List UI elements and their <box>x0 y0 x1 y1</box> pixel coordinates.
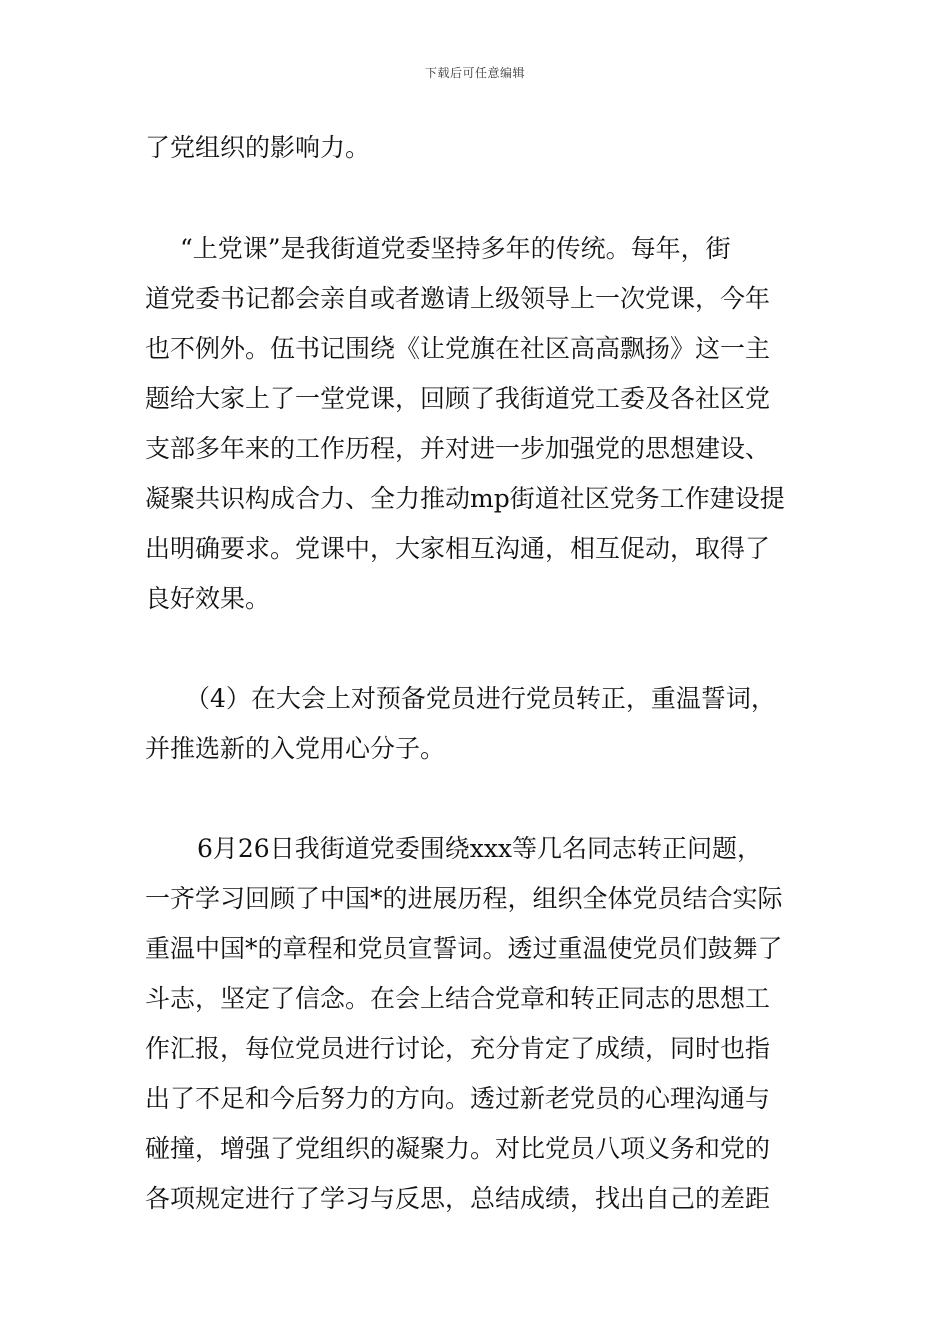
text-line: 题给大家上了一堂党课，回顾了我街道党工委及各社区党 <box>145 384 771 413</box>
text-line: 一齐学习回顾了中国*的进展历程，组织全体党员结合实际 <box>145 884 783 913</box>
text-line: 支部多年来的工作历程，并对进一步加强党的思想建设、 <box>145 434 771 463</box>
text-line: 了党组织的影响力。 <box>145 133 371 162</box>
text-line: “上党课”是我街道党委坚持多年的传统。每年，街 <box>180 234 731 263</box>
text-line: 出了不足和今后努力的方向。透过新老党员的心理沟通与 <box>145 1084 771 1113</box>
text-line: 作汇报，每位党员进行讨论，充分肯定了成绩，同时也指 <box>145 1034 771 1063</box>
text-line: 6月26日我街道党委围绕xxx等几名同志转正问题， <box>197 834 763 863</box>
text-line: 斗志，坚定了信念。在会上结合党章和转正同志的思想工 <box>145 984 771 1013</box>
text-line: 各项规定进行了学习与反思，总结成绩，找出自己的差距 <box>145 1184 771 1213</box>
text-line: 也不例外。伍书记围绕《让党旗在社区高高飘扬》这一主 <box>145 334 771 363</box>
text-line: 碰撞，增强了党组织的凝聚力。对比党员八项义务和党的 <box>145 1134 771 1163</box>
text-line: 道党委书记都会亲自或者邀请上级领导上一次党课，今年 <box>145 284 771 313</box>
text-line: （4）在大会上对预备党员进行党员转正，重温誓词， <box>185 684 776 713</box>
text-line: 重温中国*的章程和党员宣誓词。透过重温使党员们鼓舞了 <box>145 934 783 963</box>
text-line: 凝聚共识构成合力、全力推动mp街道社区党务工作建设提 <box>145 484 785 513</box>
text-line: 出明确要求。党课中，大家相互沟通，相互促动，取得了 <box>145 534 771 563</box>
page-header: 下载后可任意编辑 <box>424 66 525 80</box>
text-line: 良好效果。 <box>145 584 271 613</box>
text-line: 并推选新的入党用心分子。 <box>145 734 446 763</box>
